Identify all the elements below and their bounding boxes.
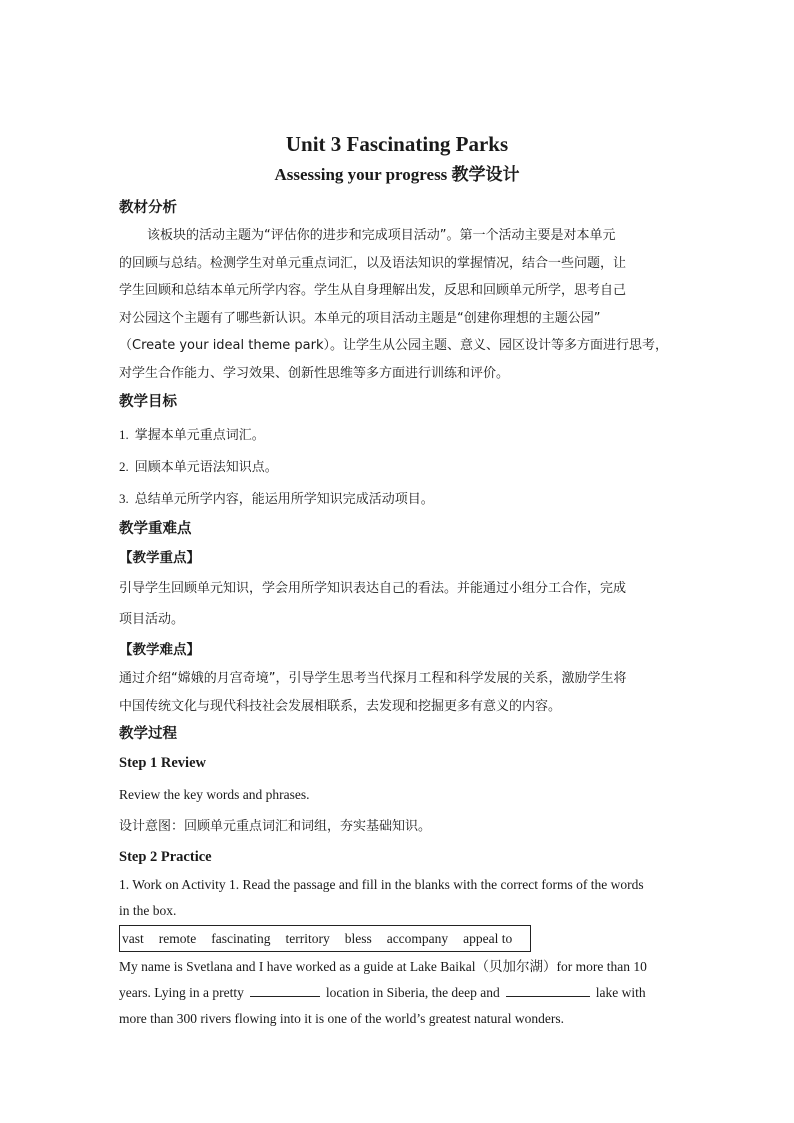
word-box (119, 925, 531, 952)
step1-heading: Step 1 Review (119, 755, 206, 771)
word-box-item: fascinating (211, 930, 271, 946)
section-heading-process: 教学过程 (119, 726, 177, 742)
focus-line: 项目活动。 (119, 612, 185, 627)
analysis-line: 对学生合作能力、学习效果、创新性思维等多方面进行训练和评价。 (119, 365, 510, 381)
focus-label: 【教学重点】 (119, 550, 200, 566)
difficulty-label: 【教学难点】 (119, 642, 200, 658)
passage-line: My name is Svetlana and I have worked as a guide at Lake Baikal（贝加尔湖）for more than 10 (119, 959, 647, 974)
passage-segment: lake with (595, 985, 646, 1000)
objectives-list (119, 419, 675, 515)
document-subtitle: Assessing your progress 教学设计 (274, 165, 520, 184)
list-item-number: 2. (119, 459, 129, 474)
word-box-item: accompany (386, 930, 449, 946)
word-box-item: vast (122, 930, 144, 946)
step1-text: Review the key words and phrases. (119, 787, 310, 802)
list-item-text: 回顾本单元语法知识点。 (134, 460, 278, 475)
document-title: Unit 3 Fascinating Parks (285, 132, 509, 156)
section-heading-keypoints: 教学重难点 (119, 521, 192, 537)
list-item (119, 451, 675, 483)
section-heading-objectives: 教学目标 (119, 394, 177, 410)
analysis-line: 对公园这个主题有了哪些新认识。本单元的项目活动主题是“创建你理想的主题公园” (119, 310, 601, 326)
word-box-item: appeal to (463, 930, 513, 946)
word-box-item: territory (285, 930, 330, 946)
step1-intent: 设计意图：回顾单元重点词汇和词组，夯实基础知识。 (119, 819, 432, 834)
fill-blank[interactable] (506, 984, 590, 997)
analysis-paragraph (119, 222, 675, 387)
step2-heading: Step 2 Practice (119, 849, 212, 865)
list-item-number: 1. (119, 427, 129, 442)
list-item-text: 总结单元所学内容，能运用所学知识完成活动项目。 (134, 492, 434, 507)
list-item (119, 483, 675, 515)
passage-line: more than 300 rivers flowing into it is one of the world’s greatest natural wonders. (119, 1011, 565, 1026)
list-item-text: 掌握本单元重点词汇。 (134, 428, 265, 443)
section-heading-analysis: 教材分析 (119, 200, 177, 216)
fill-blank[interactable] (250, 984, 320, 997)
word-box-item: remote (158, 930, 197, 946)
passage-segment: years. Lying in a pretty (119, 985, 244, 1000)
passage-line (119, 980, 675, 1006)
analysis-line: 学生回顾和总结本单元所学内容。学生从自身理解出发，反思和回顾单元所学，思考自己 (119, 283, 627, 298)
list-item-number: 3. (119, 491, 129, 506)
list-item (119, 419, 675, 451)
document-page (119, 128, 675, 1032)
analysis-line: 的回顾与总结。检测学生对单元重点词汇，以及语法知识的掌握情况，结合一些问题，让 (119, 255, 627, 271)
difficulty-line: 通过介绍“嫦娥的月宫奇境”，引导学生思考当代探月工程和科学发展的关系，激励学生将 (119, 671, 627, 686)
word-box-item: bless (344, 930, 372, 946)
passage-segment: location in Siberia, the deep and (325, 985, 500, 1000)
difficulty-line: 中国传统文化与现代科技社会发展相联系，去发现和挖掘更多有意义的内容。 (119, 698, 562, 714)
activity-instruction: 1. Work on Activity 1. Read the passage and fill in the blanks with the correct forms of the words (119, 877, 644, 892)
analysis-line: 该板块的活动主题为“评估你的进步和完成项目活动”。第一个活动主要是对本单元 (147, 228, 616, 243)
activity-instruction: in the box. (119, 903, 177, 918)
focus-line: 引导学生回顾单元知识，学会用所学知识表达自己的看法。并能通过小组分工合作，完成 (119, 581, 627, 596)
analysis-line: （Create your ideal theme park）。让学生从公园主题、意义、园区设计等多方面进行思考， (119, 338, 668, 353)
